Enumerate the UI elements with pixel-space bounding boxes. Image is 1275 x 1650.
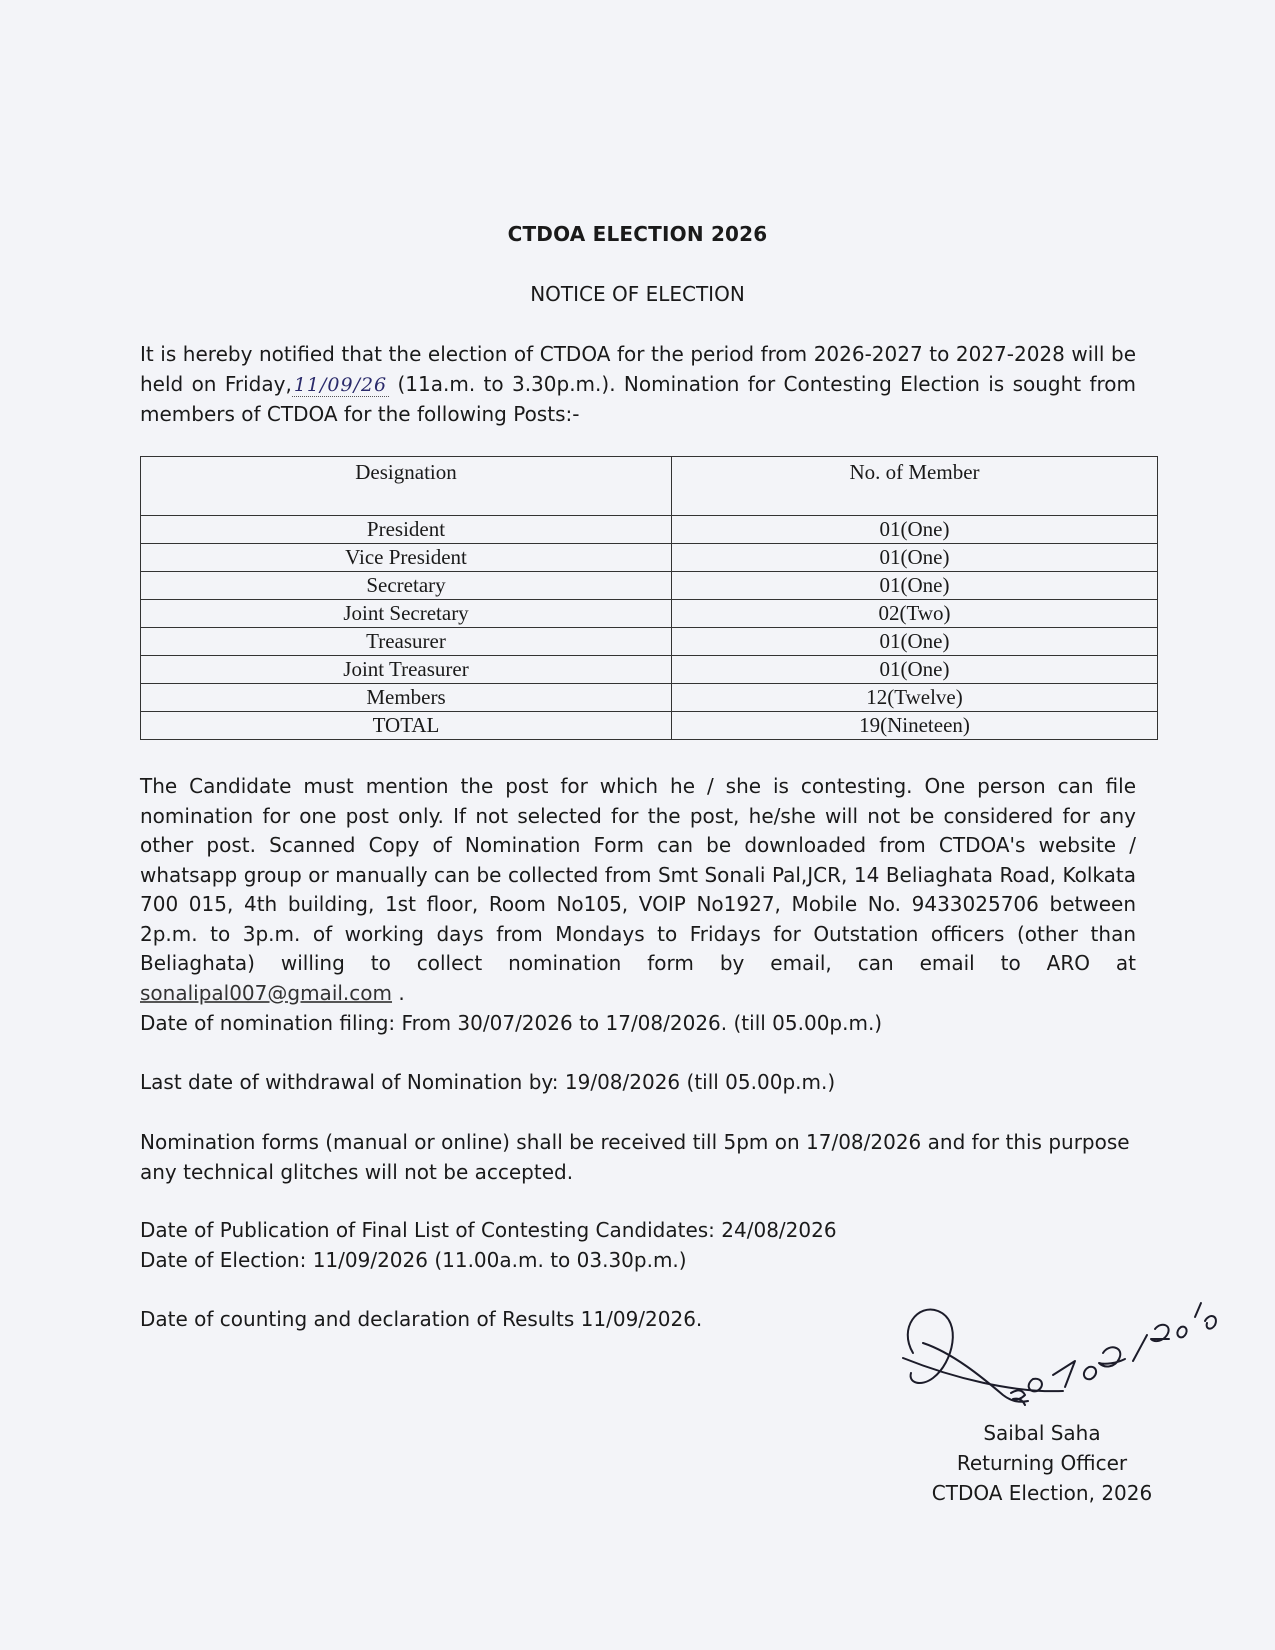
handwritten-election-date: 11/09/26 — [293, 373, 388, 396]
signatory-block — [912, 1418, 1172, 1508]
table-row — [141, 572, 1158, 600]
posts-table — [140, 456, 1158, 740]
table-row — [141, 656, 1158, 684]
table-row — [141, 600, 1158, 628]
signatory-org: CTDOA Election, 2026 — [931, 1481, 1153, 1505]
designation-cell: Joint Treasurer — [141, 656, 672, 684]
election-date: Date of Election: 11/09/2026 (11.00a.m. to 03.30p.m.) — [140, 1248, 687, 1272]
member-count-cell: 01(One) — [672, 572, 1158, 600]
table-row — [141, 516, 1158, 544]
instructions-end: . — [398, 980, 405, 1005]
instructions-text: The Candidate must mention the post for which he / she is contesting. One person can file nomination for one post only. If not selected for the post, he/she will not be considered for any other post. Scanned Copy of Nomination Form can be downloaded from CTDOA's website / whatsapp group or manually can be collected from Smt Sonali Pal,JCR, 14 Beliaghata Road, Kolkata 700 015, 4th building, 1st floor, Room No105, VOIP No1927, Mobile No. 9433025706 between 2p.m. to 3p.m. of working days from Mondays to Fridays for Outstation officers (other than Beliaghata) willing to collect nomination form by email, can email to ARO at — [140, 774, 1136, 975]
publication-date: Date of Publication of Final List of Contesting Candidates: 24/08/2026 — [140, 1218, 837, 1242]
member-count-cell: 12(Twelve) — [672, 684, 1158, 712]
designation-cell: Joint Secretary — [141, 600, 672, 628]
designation-cell: TOTAL — [141, 712, 672, 740]
designation-cell: Secretary — [141, 572, 672, 600]
header-no-of-member: No. of Member — [672, 457, 1158, 516]
designation-cell: Vice President — [141, 544, 672, 572]
designation-cell: Members — [141, 684, 672, 712]
member-count-cell: 19(Nineteen) — [672, 712, 1158, 740]
intro-text-part1: It is hereby notified that the election of CTDOA for the period from 2026-2027 to 2027-2028 will be held on Friday, — [140, 342, 1136, 396]
designation-cell: Treasurer — [141, 628, 672, 656]
withdrawal-date: Last date of withdrawal of Nomination by: 19/08/2026 (till 05.00p.m.) — [140, 1070, 836, 1094]
signatory-role: Returning Officer — [956, 1451, 1128, 1475]
table-row — [141, 544, 1158, 572]
member-count-cell: 01(One) — [672, 628, 1158, 656]
table-row-total — [141, 712, 1158, 740]
header-designation: Designation — [141, 457, 672, 516]
member-count-cell: 02(Two) — [672, 600, 1158, 628]
aro-email-link[interactable]: sonalipal007@gmail.com — [140, 980, 393, 1005]
page-title: CTDOA ELECTION 2026 — [507, 222, 768, 246]
counting-date: Date of counting and declaration of Results 11/09/2026. — [140, 1307, 703, 1331]
instructions-paragraph — [140, 772, 1136, 1008]
member-count-cell: 01(One) — [672, 544, 1158, 572]
intro-text-part2: (11a.m. to 3.30p.m.). Nomination for Contesting Election is sought from members of CTDOA for the following Posts:- — [140, 371, 1136, 426]
table-header-row — [141, 457, 1158, 516]
designation-cell: President — [141, 516, 672, 544]
member-count-cell: 01(One) — [672, 516, 1158, 544]
member-count-cell: 01(One) — [672, 656, 1158, 684]
signatory-name: Saibal Saha — [983, 1421, 1101, 1445]
nomination-filing-date: Date of nomination filing: From 30/07/2026 to 17/08/2026. (till 05.00p.m.) — [140, 1011, 883, 1035]
forms-deadline-note: Nomination forms (manual or online) shall be received till 5pm on 17/08/2026 and for this purpose any technical glitches will not be accepted. — [140, 1130, 1130, 1184]
notice-subtitle: NOTICE OF ELECTION — [530, 282, 745, 306]
signature-scribble-icon — [893, 1283, 1223, 1413]
intro-paragraph — [140, 340, 1136, 430]
table-row — [141, 684, 1158, 712]
table-row — [141, 628, 1158, 656]
